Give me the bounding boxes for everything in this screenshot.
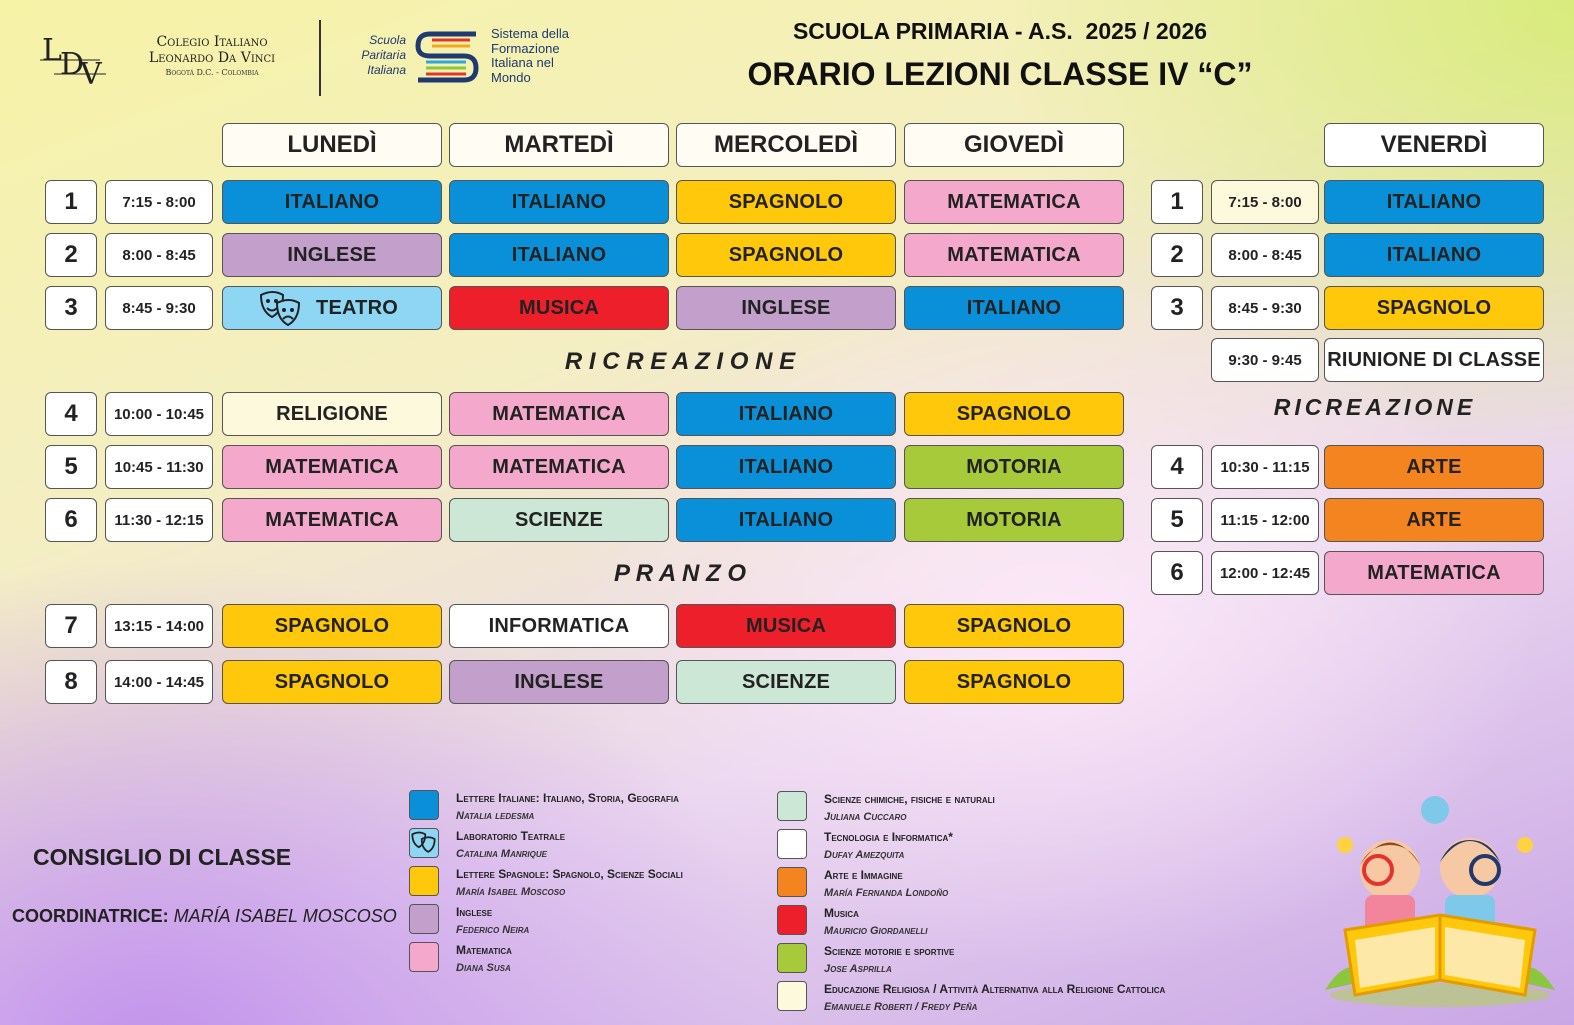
legend-title: Musica: [824, 906, 859, 920]
partner-left-line: Scuola: [369, 33, 406, 47]
subject-cell: ITALIANO: [222, 180, 442, 224]
coordinator-label: COORDINATRICE:: [12, 906, 169, 926]
subject-cell: SCIENZE: [676, 660, 896, 704]
friday-period-number: 1: [1151, 180, 1203, 224]
legend-teacher: Diana Susa: [456, 962, 511, 974]
subject-cell: INGLESE: [449, 660, 669, 704]
subject-cell: SPAGNOLO: [676, 233, 896, 277]
partner-right-line: Italiana nel: [491, 55, 554, 70]
partner-left-line: Italiana: [367, 63, 406, 77]
period-time: 8:45 - 9:30: [105, 286, 213, 330]
legend-title: Educazione Religiosa / Attività Alternativa alla Religione Cattolica: [824, 982, 1166, 996]
friday-period-number: 2: [1151, 233, 1203, 277]
legend-teacher: Mauricio Giordanelli: [824, 925, 928, 937]
coordinator: [12, 906, 397, 927]
subject-cell: SPAGNOLO: [222, 660, 442, 704]
subject-cell: ITALIANO: [449, 180, 669, 224]
legend-swatch: [409, 828, 439, 858]
period-time: 11:30 - 12:15: [105, 498, 213, 542]
legend-teacher: Natalia ledesma: [456, 810, 535, 822]
friday-subject-cell: ITALIANO: [1324, 180, 1544, 224]
period-number: 6: [45, 498, 97, 542]
subject-cell: ITALIANO: [449, 233, 669, 277]
legend-teacher: Emanuele Roberti / Fredy Peña: [824, 1001, 978, 1013]
legend-title: Tecnologia e Informatica*: [824, 830, 953, 844]
partner-left-text: [354, 33, 406, 78]
legend-swatch: [409, 790, 439, 820]
period-time: 10:00 - 10:45: [105, 392, 213, 436]
friday-subject-cell: ARTE: [1324, 445, 1544, 489]
break-pranzo: P R A N Z O: [614, 560, 746, 587]
subject-cell: SCIENZE: [449, 498, 669, 542]
subject-cell: MUSICA: [676, 604, 896, 648]
legend-swatch: [409, 942, 439, 972]
day-header-thursday: GIOVEDÌ: [904, 123, 1124, 167]
subject-cell: [222, 286, 442, 330]
break-ricreazione: R I C R E A Z I O N E: [564, 348, 796, 375]
legend-swatch: [777, 791, 807, 821]
legend-swatch: [409, 904, 439, 934]
subject-cell: MOTORIA: [904, 498, 1124, 542]
coordinator-name: MARÍA ISABEL MOSCOSO: [173, 906, 397, 926]
school-location: Bogotá D.C. - Colombia: [165, 68, 259, 77]
subject-cell: MATEMATICA: [904, 180, 1124, 224]
subject-cell: MUSICA: [449, 286, 669, 330]
period-number: 5: [45, 445, 97, 489]
legend-title: Scienze chimiche, fisiche e naturali: [824, 792, 995, 806]
friday-period-time: 11:15 - 12:00: [1211, 498, 1319, 542]
ldv-monogram-icon: [40, 30, 110, 86]
legend-teacher: Dufay Amezquita: [824, 849, 905, 861]
books-s-icon: [412, 26, 484, 86]
period-time: 8:00 - 8:45: [105, 233, 213, 277]
legend-title: Scienze motorie e sportive: [824, 944, 955, 958]
subject-cell: MOTORIA: [904, 445, 1124, 489]
friday-period-time: 9:30 - 9:45: [1211, 338, 1319, 382]
legend-teacher: Federico Neira: [456, 924, 530, 936]
legend-title: Lettere Italiane: Italiano, Storia, Geografia: [456, 791, 679, 805]
subject-cell: RELIGIONE: [222, 392, 442, 436]
period-number: 8: [45, 660, 97, 704]
break-ricreazione-friday: RICREAZIONE: [1273, 394, 1477, 420]
legend-title: Lettere Spagnole: Spagnolo, Scienze Sociali: [456, 867, 683, 881]
page-title: ORARIO LEZIONI CLASSE IV “C”: [747, 56, 1253, 92]
legend-teacher: Catalina Manrique: [456, 848, 547, 860]
partner-right-line: Formazione: [491, 40, 560, 56]
friday-subject-cell: MATEMATICA: [1324, 551, 1544, 595]
legend-title: Matematica: [456, 943, 512, 957]
subject-cell: ITALIANO: [676, 392, 896, 436]
subject-cell: SPAGNOLO: [904, 660, 1124, 704]
subject-cell: MATEMATICA: [449, 445, 669, 489]
legend-teacher: María Isabel Moscoso: [456, 886, 566, 898]
partner-left-line: Paritaria: [361, 48, 406, 62]
header-divider: [319, 20, 321, 96]
svg-text:D: D: [60, 47, 85, 82]
friday-subject-cell: SPAGNOLO: [1324, 286, 1544, 330]
legend-title: Arte e Immagine: [824, 868, 903, 882]
subject-cell: ITALIANO: [904, 286, 1124, 330]
period-time: 10:45 - 11:30: [105, 445, 213, 489]
friday-period-number: 4: [1151, 445, 1203, 489]
page-subtitle: SCUOLA PRIMARIA - A.S. 2025 / 2026: [792, 18, 1208, 44]
day-header-wednesday: MERCOLEDÌ: [676, 123, 896, 167]
subject-cell: INFORMATICA: [449, 604, 669, 648]
period-number: 3: [45, 286, 97, 330]
friday-period-time: 8:00 - 8:45: [1211, 233, 1319, 277]
kids-book-icon: [1320, 790, 1560, 1010]
legend-swatch: [777, 829, 807, 859]
period-number: 2: [45, 233, 97, 277]
legend-title: Inglese: [456, 905, 493, 919]
friday-subject-cell: RIUNIONE DI CLASSE: [1324, 338, 1544, 382]
subject-cell: INGLESE: [222, 233, 442, 277]
legend-teacher: Jose Asprilla: [824, 963, 892, 975]
legend-swatch: [409, 866, 439, 896]
subject-cell: SPAGNOLO: [222, 604, 442, 648]
friday-period-time: 12:00 - 12:45: [1211, 551, 1319, 595]
subject-cell: MATEMATICA: [222, 445, 442, 489]
council-title: CONSIGLIO DI CLASSE: [33, 844, 292, 870]
period-number: 7: [45, 604, 97, 648]
subject-cell: MATEMATICA: [904, 233, 1124, 277]
subject-cell: MATEMATICA: [449, 392, 669, 436]
theatre-masks-icon: [410, 829, 437, 856]
legend-swatch: [777, 905, 807, 935]
friday-period-time: 10:30 - 11:15: [1211, 445, 1319, 489]
subject-cell: ITALIANO: [676, 498, 896, 542]
subject-cell: SPAGNOLO: [904, 604, 1124, 648]
day-header-tuesday: MARTEDÌ: [449, 123, 669, 167]
friday-period-number: 3: [1151, 286, 1203, 330]
legend-teacher: María Fernanda Londoño: [824, 887, 949, 899]
theatre-masks-icon: [257, 289, 303, 329]
svg-text:L: L: [42, 33, 62, 68]
friday-subject-cell: ARTE: [1324, 498, 1544, 542]
period-time: 13:15 - 14:00: [105, 604, 213, 648]
legend-title: Laboratorio Teatrale: [456, 829, 566, 843]
day-header-monday: LUNEDÌ: [222, 123, 442, 167]
friday-subject-cell: ITALIANO: [1324, 233, 1544, 277]
friday-period-number: 5: [1151, 498, 1203, 542]
period-time: 7:15 - 8:00: [105, 180, 213, 224]
friday-period-time: 7:15 - 8:00: [1211, 180, 1319, 224]
legend-swatch: [777, 981, 807, 1011]
partner-right-line: Mondo: [491, 69, 531, 85]
school-logo: [40, 30, 110, 86]
kids-reading-illustration: [1320, 790, 1560, 1010]
legend-swatch: [777, 867, 807, 897]
subject-cell: INGLESE: [676, 286, 896, 330]
day-header-friday: VENERDÌ: [1324, 123, 1544, 167]
period-number: 4: [45, 392, 97, 436]
period-number: 1: [45, 180, 97, 224]
subject-cell: MATEMATICA: [222, 498, 442, 542]
partner-right-line: Sistema della: [491, 26, 570, 41]
subject-cell: SPAGNOLO: [676, 180, 896, 224]
svg-text:V: V: [80, 57, 102, 86]
partner-right-text: [491, 27, 569, 85]
friday-period-time: 8:45 - 9:30: [1211, 286, 1319, 330]
school-name-line1: Colegio Italiano: [156, 34, 268, 50]
legend-teacher: Juliana Cuccaro: [824, 811, 907, 823]
subject-cell: ITALIANO: [676, 445, 896, 489]
period-time: 14:00 - 14:45: [105, 660, 213, 704]
subject-label: TEATRO: [316, 296, 398, 319]
legend-swatch: [777, 943, 807, 973]
subject-cell: SPAGNOLO: [904, 392, 1124, 436]
school-name-line2: Leonardo Da Vinci: [148, 50, 276, 66]
friday-period-number: 6: [1151, 551, 1203, 595]
